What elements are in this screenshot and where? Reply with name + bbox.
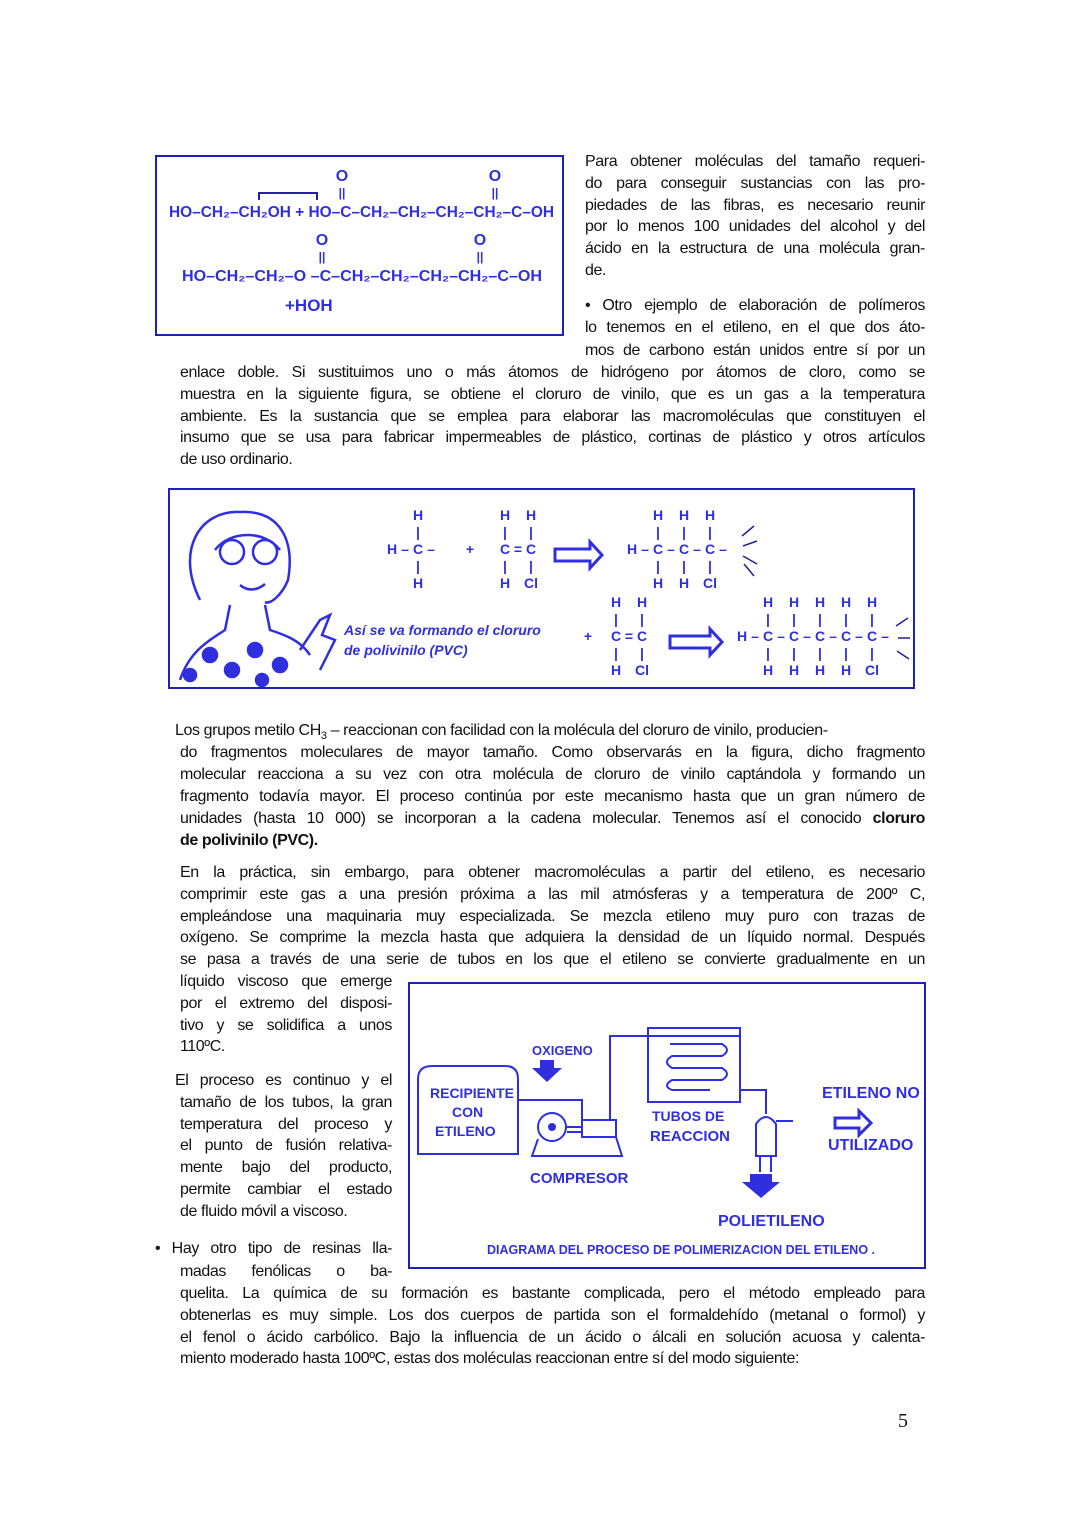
paragraph-line: por lo menos 100 unidades del alcohol y del bbox=[585, 218, 925, 236]
paragraph-line: tivo y se solidifica a unos bbox=[180, 1016, 392, 1034]
paragraph-line: enlace doble. Si sustituimos uno o más átomos de hidrógeno por átomos de cloro, como se bbox=[180, 364, 925, 381]
paragraph-line: empleándose una maquinaria muy especializada. Se mezcla etileno muy puro con trazas de bbox=[180, 907, 925, 925]
hydrogen-atom: H bbox=[840, 594, 852, 610]
oxygen-atom: O bbox=[315, 232, 329, 249]
bold-term: cloruro bbox=[872, 810, 925, 827]
paragraph-line: do fragmentos moleculares de mayor tamaño. Como observarás en la figura, dicho fragmento bbox=[180, 744, 925, 761]
text: unidades (hasta 10 000) se incorporan a la cadena molecular. Tenemos así el conocido bbox=[180, 810, 873, 827]
bond: | bbox=[656, 524, 660, 540]
bond: | bbox=[682, 524, 686, 540]
bond: – bbox=[855, 628, 863, 644]
text: – reaccionan con facilidad con la molécula del cloruro de vinilo, producien- bbox=[326, 722, 828, 739]
bond: | bbox=[416, 524, 420, 540]
oxygen-atom: O bbox=[488, 168, 502, 185]
unused-ethylene-label: UTILIZADO bbox=[828, 1137, 914, 1154]
chlorine-atom: Cl bbox=[703, 575, 717, 591]
paragraph-line bbox=[180, 831, 925, 851]
tubes-label: TUBOS DE bbox=[652, 1108, 725, 1124]
water-product: +HOH bbox=[285, 296, 333, 315]
bold-term: de polivinilo (PVC). bbox=[180, 832, 318, 849]
paragraph-line: Para obtener moléculas del tamaño requeri- bbox=[585, 153, 925, 170]
plus-sign: + bbox=[465, 541, 475, 557]
bond: | bbox=[818, 611, 822, 627]
chlorine-atom: Cl bbox=[635, 662, 649, 678]
bond: | bbox=[614, 611, 618, 627]
polyethylene-label: POLIETILENO bbox=[718, 1213, 825, 1230]
bond: – bbox=[641, 541, 649, 557]
container-label: CON bbox=[452, 1104, 484, 1120]
paragraph-line: mente bajo del producto, bbox=[180, 1159, 392, 1177]
chlorine-atom: Cl bbox=[865, 662, 879, 678]
double-bond: || bbox=[318, 250, 326, 264]
hydrogen-atom: H bbox=[626, 541, 638, 557]
bond: | bbox=[503, 558, 507, 574]
paragraph-line: insumo que se usa para fabricar impermeables de plástico, cortinas de plástico y otros artículos bbox=[180, 429, 925, 447]
paragraph-line: de fluido móvil a viscoso. bbox=[180, 1202, 348, 1220]
bond: | bbox=[416, 558, 420, 574]
polyester-reaction-figure bbox=[155, 155, 564, 336]
process-diagram bbox=[410, 984, 928, 1271]
bond: | bbox=[792, 645, 796, 661]
continuation-marks bbox=[742, 526, 757, 576]
carbon-atom: C bbox=[762, 628, 774, 644]
carbon-atom: C bbox=[525, 541, 537, 557]
paragraph-line: por el extremo del disposi- bbox=[180, 994, 392, 1012]
paragraph-line: En la práctica, sin embargo, para obtener macromoléculas a partir del etileno, es necesario bbox=[180, 864, 925, 881]
compressor-label: COMPRESOR bbox=[530, 1170, 629, 1187]
chlorine-atom: Cl bbox=[524, 575, 538, 591]
hydrogen-atom: H bbox=[788, 662, 800, 678]
paragraph-line bbox=[180, 809, 925, 829]
bond: | bbox=[870, 645, 874, 661]
compressor bbox=[532, 1120, 622, 1156]
carbon-atom: C bbox=[610, 628, 622, 644]
hydrogen-atom: H bbox=[814, 594, 826, 610]
carbon-atom: C bbox=[788, 628, 800, 644]
oxygen-atom: O bbox=[473, 232, 487, 249]
paragraph-line: ambiente. Es la sustancia que se emplea para elaborar las macromoléculas que constituyen el bbox=[180, 407, 925, 425]
bond: | bbox=[656, 558, 660, 574]
polyethylene-arrow-icon bbox=[742, 1174, 780, 1198]
bond: | bbox=[844, 611, 848, 627]
unused-ethylene-arrow-icon bbox=[835, 1111, 871, 1135]
oxygen-label: OXIGENO bbox=[532, 1043, 593, 1058]
hydrogen-atom: H bbox=[499, 507, 511, 523]
paragraph-line: fragmento todavía mayor. El proceso continúa por este mecanismo hasta que un gran número de bbox=[180, 787, 925, 805]
hydrogen-atom: H bbox=[678, 575, 690, 591]
paragraph-line: • Otro ejemplo de elaboración de polímeros bbox=[585, 297, 925, 314]
hydrogen-atom: H bbox=[704, 507, 716, 523]
bond: | bbox=[818, 645, 822, 661]
paragraph-line: mos de carbono están unidos entre sí por un bbox=[585, 342, 925, 359]
bond: – bbox=[719, 541, 727, 557]
paragraph-line: lo tenemos en el etileno, en el que dos áto- bbox=[585, 319, 925, 336]
paragraph-line: piedades de las fibras, es necesario reunir bbox=[585, 196, 925, 214]
bond: | bbox=[792, 611, 796, 627]
bond: | bbox=[766, 645, 770, 661]
paragraph-line: miento moderado hasta 100ºC, estas dos moléculas reaccionan entre sí del modo siguiente: bbox=[180, 1350, 800, 1368]
carbon-atom: C bbox=[704, 541, 716, 557]
bond: | bbox=[682, 558, 686, 574]
container-label: ETILENO bbox=[435, 1123, 496, 1139]
page-number: 5 bbox=[898, 1410, 908, 1432]
double-bond: = bbox=[624, 628, 634, 644]
paragraph-line: permite cambiar el estado bbox=[180, 1181, 392, 1198]
polyester-formula bbox=[157, 157, 566, 338]
carbon-atom: C bbox=[678, 541, 690, 557]
bond: – bbox=[881, 628, 889, 644]
bond: | bbox=[640, 645, 644, 661]
bond: | bbox=[640, 611, 644, 627]
paragraph-line: molecular reacciona a su vez con otra molécula de cloruro de vinilo captándola y formando un bbox=[180, 765, 925, 783]
hydrogen-atom: H bbox=[840, 662, 852, 678]
pipe bbox=[518, 1100, 582, 1122]
separator bbox=[740, 1090, 793, 1156]
pipe bbox=[610, 1028, 740, 1120]
carbon-atom: C bbox=[636, 628, 648, 644]
hydrogen-atom: H bbox=[610, 662, 622, 678]
hydrogen-atom: H bbox=[386, 541, 398, 557]
formula-row-1: HO–CH₂–CH₂OH + HO–C–CH₂–CH₂–CH₂–CH₂–C–OH bbox=[169, 204, 554, 221]
paragraph-line: se pasa a través de una serie de tubos en los que el etileno se convierte gradualmente en un bbox=[180, 951, 925, 969]
hydrogen-atom: H bbox=[652, 575, 664, 591]
bond: | bbox=[529, 558, 533, 574]
bond: – bbox=[829, 628, 837, 644]
bond: | bbox=[708, 558, 712, 574]
double-bond: || bbox=[491, 186, 499, 200]
paragraph-line: muestra en la siguiente figura, se obtiene el cloruro de vinilo, que es un gas a la temperatura bbox=[180, 385, 925, 403]
paragraph-line: madas fenólicas o ba- bbox=[180, 1263, 392, 1280]
reaction-arrow bbox=[670, 629, 722, 655]
paragraph-line bbox=[175, 721, 925, 741]
bond: – bbox=[751, 628, 759, 644]
hydrogen-atom: H bbox=[636, 594, 648, 610]
hydrogen-atom: H bbox=[652, 507, 664, 523]
paragraph-line: de uso ordinario. bbox=[180, 451, 293, 469]
paragraph-line: comprimir este gas a una presión próxima a las mil atmósferas y a temperatura de 200º C, bbox=[180, 885, 925, 903]
carbon-atom: C bbox=[814, 628, 826, 644]
hydrogen-atom: H bbox=[736, 628, 748, 644]
bond: – bbox=[667, 541, 675, 557]
carbon-atom: C bbox=[499, 541, 511, 557]
carbon-atom: C bbox=[412, 541, 424, 557]
paragraph-line: oxígeno. Se comprime la mezcla hasta que adquiera la densidad de un líquido normal. Después bbox=[180, 929, 925, 947]
reaction-tubes bbox=[667, 1044, 727, 1090]
bond: | bbox=[614, 645, 618, 661]
paragraph-line: • Hay otro tipo de resinas lla- bbox=[155, 1240, 392, 1257]
hydrogen-atom: H bbox=[412, 507, 424, 523]
oxygen-atom: O bbox=[335, 168, 349, 185]
text: Los grupos metilo CH bbox=[175, 722, 321, 739]
hydrogen-atom: H bbox=[788, 594, 800, 610]
bond: – bbox=[693, 541, 701, 557]
paragraph-line: do para conseguir sustancias con las pro- bbox=[585, 174, 925, 192]
tubes-label: REACCION bbox=[650, 1128, 731, 1145]
carbon-atom: C bbox=[652, 541, 664, 557]
unused-ethylene-label: ETILENO NO bbox=[822, 1085, 920, 1102]
paragraph-line: tamaño de los tubos, la gran bbox=[180, 1093, 392, 1111]
diagram-caption: DIAGRAMA DEL PROCESO DE POLIMERIZACION DEL ETILENO . bbox=[487, 1243, 875, 1257]
continuation-marks bbox=[896, 618, 910, 659]
paragraph-line: 110ºC. bbox=[180, 1038, 225, 1056]
hydrogen-atom: H bbox=[499, 575, 511, 591]
woman-illustration bbox=[180, 512, 335, 686]
double-bond: || bbox=[338, 186, 346, 200]
bond: – bbox=[427, 541, 435, 557]
bond: | bbox=[766, 611, 770, 627]
plus-sign: + bbox=[583, 628, 593, 644]
hydrogen-atom: H bbox=[866, 594, 878, 610]
formula-row-2: HO–CH₂–CH₂–O –C–CH₂–CH₂–CH₂–CH₂–C–OH bbox=[182, 268, 542, 285]
carbon-atom: C bbox=[840, 628, 852, 644]
bond: – bbox=[803, 628, 811, 644]
hydrogen-atom: H bbox=[610, 594, 622, 610]
caption-line-1: Así se va formando el cloruro bbox=[344, 622, 541, 638]
bond: | bbox=[529, 524, 533, 540]
caption-line-2: de polivinilo (PVC) bbox=[344, 642, 468, 658]
carbon-atom: C bbox=[866, 628, 878, 644]
bond-bracket bbox=[259, 193, 317, 200]
paragraph-line: el punto de fusión relativa- bbox=[180, 1137, 392, 1155]
paragraph-line: ácido en la estructura de una molécula gran- bbox=[585, 240, 925, 258]
hydrogen-atom: H bbox=[762, 662, 774, 678]
bond: | bbox=[503, 524, 507, 540]
bond: | bbox=[844, 645, 848, 661]
paragraph-line: El proceso es continuo y el bbox=[175, 1072, 392, 1089]
paragraph-line: líquido viscoso que emerge bbox=[180, 973, 392, 990]
bond: | bbox=[708, 524, 712, 540]
paragraph-line: obtenerlas es muy simple. Los dos cuerpos de partida son el formaldehído (metanal o formol) y bbox=[180, 1306, 925, 1324]
hydrogen-atom: H bbox=[814, 662, 826, 678]
double-bond: || bbox=[476, 250, 484, 264]
paragraph-line: de. bbox=[585, 262, 607, 279]
double-bond: = bbox=[513, 541, 523, 557]
hydrogen-atom: H bbox=[762, 594, 774, 610]
polymerization-process-diagram bbox=[408, 982, 926, 1269]
bond: | bbox=[870, 611, 874, 627]
hydrogen-atom: H bbox=[678, 507, 690, 523]
paragraph-line: el fenol o ácido carbólico. Bajo la influencia de un ácido o álcali en solución acuosa y calenta- bbox=[180, 1328, 925, 1346]
bond: – bbox=[401, 541, 409, 557]
bond: – bbox=[777, 628, 785, 644]
hydrogen-atom: H bbox=[412, 575, 424, 591]
oxygen-arrow-icon bbox=[532, 1060, 562, 1082]
reaction-arrow bbox=[555, 542, 602, 568]
pvc-reaction-diagram bbox=[170, 490, 917, 691]
container-label: RECIPIENTE bbox=[430, 1085, 515, 1101]
paragraph-line: temperatura del proceso y bbox=[180, 1115, 392, 1133]
pvc-formation-figure bbox=[168, 488, 915, 689]
hydrogen-atom: H bbox=[525, 507, 537, 523]
paragraph-line: quelita. La química de su formación es bastante complicada, pero el método empleado para bbox=[180, 1285, 925, 1302]
subscript: 3 bbox=[320, 730, 327, 743]
